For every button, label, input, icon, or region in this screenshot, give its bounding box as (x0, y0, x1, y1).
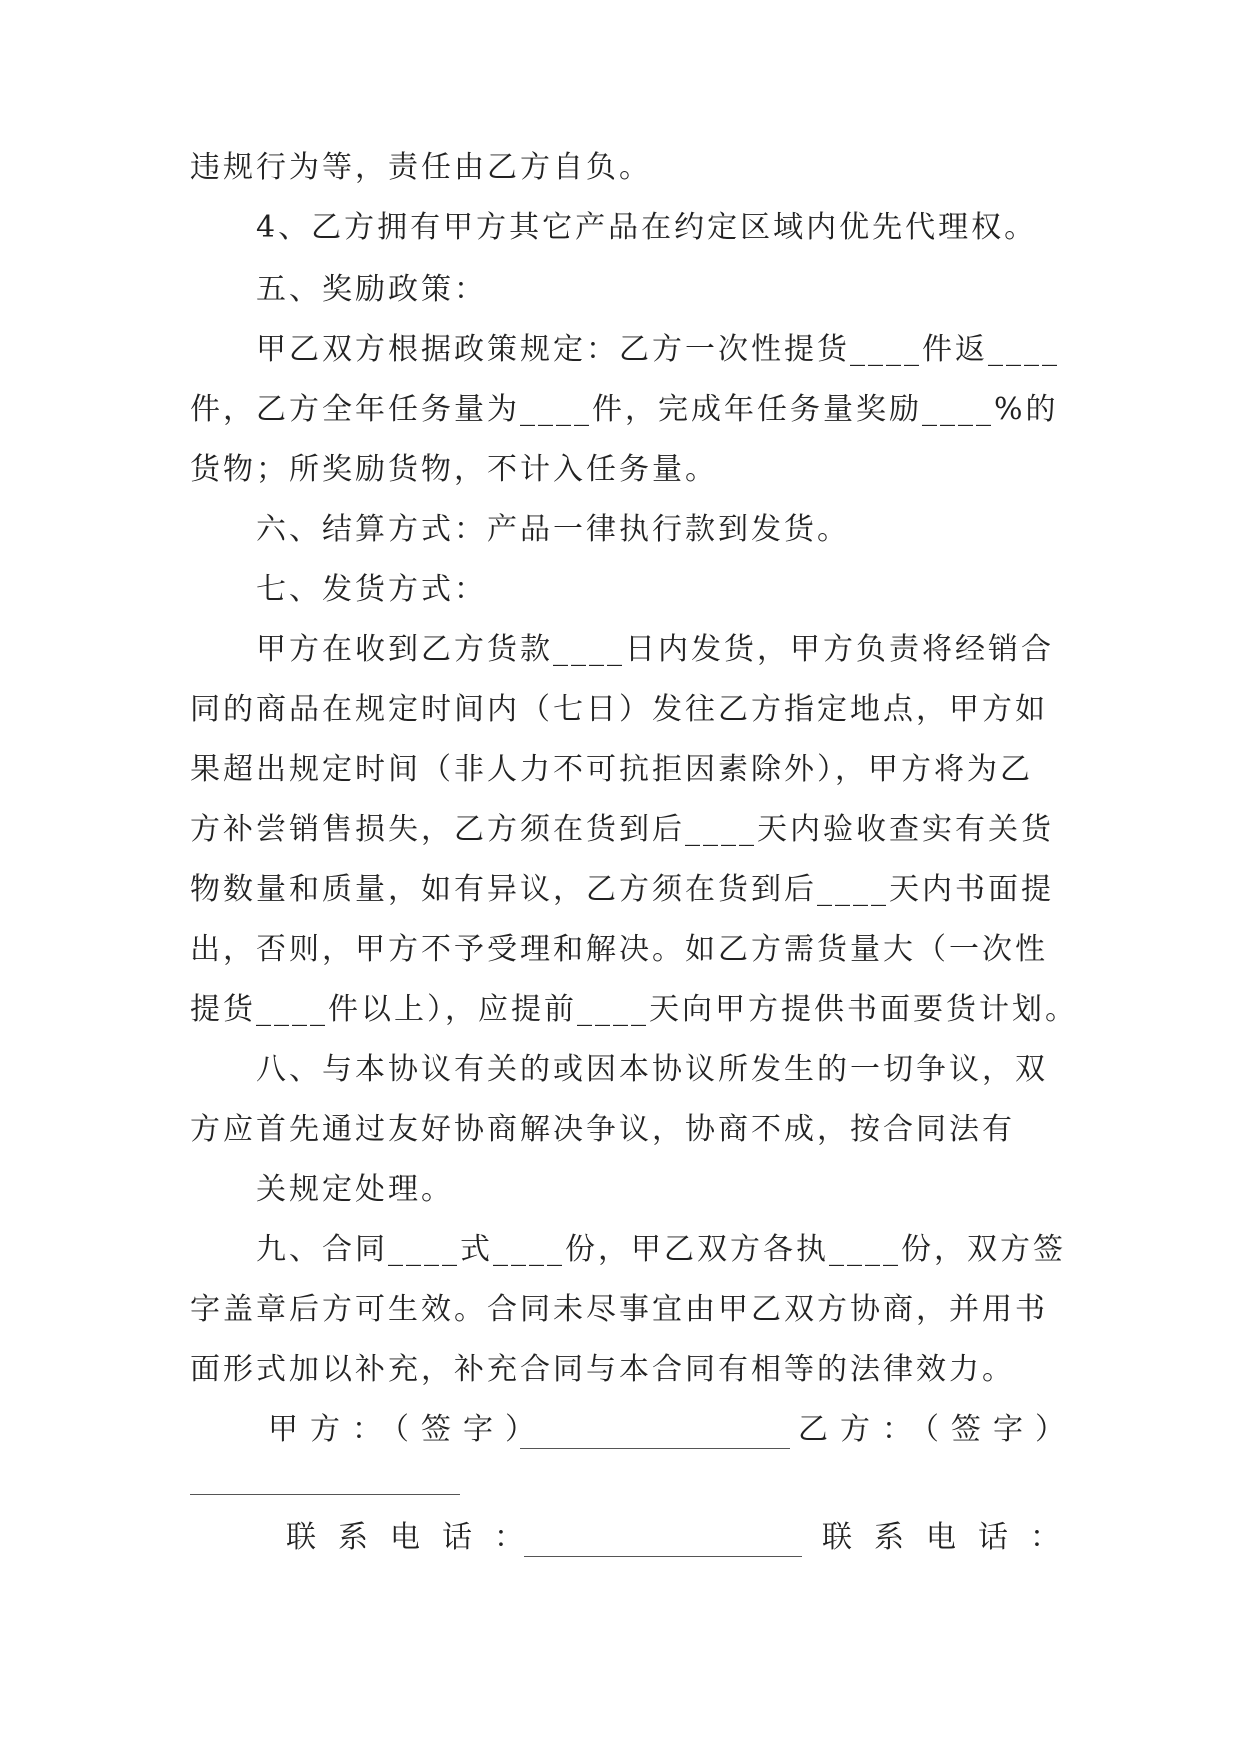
party-b-phone-label: 联系电话： (822, 1520, 1082, 1555)
paragraph-line: 面形式加以补充，补充合同与本合同有相等的法律效力。 (190, 1352, 1015, 1387)
paragraph-line: 果超出规定时间（非人力不可抗拒因素除外），甲方将为乙 (190, 752, 1033, 787)
paragraph-line: 件，乙方全年任务量为____件，完成年任务量奖励____%的 (190, 392, 1059, 427)
paragraph-line: 物数量和质量，如有异议，乙方须在货到后____天内书面提 (190, 872, 1054, 907)
section-heading: 五、奖励政策： (256, 272, 487, 307)
section-heading: 六、结算方式：产品一律执行款到发货。 (256, 512, 850, 547)
section-heading: 七、发货方式： (256, 572, 487, 607)
paragraph-line: 方补尝销售损失，乙方须在货到后____天内验收查实有关货 (190, 812, 1054, 847)
paragraph-line: 出，否则，甲方不予受理和解决。如乙方需货量大（一次性 (190, 932, 1048, 967)
party-a-phone-label: 联系电话： (286, 1520, 546, 1555)
paragraph-line: 方应首先通过友好协商解决争议，协商不成，按合同法有 (190, 1112, 1015, 1147)
paragraph-line: 字盖章后方可生效。合同未尽事宜由甲乙双方协商，并用书 (190, 1292, 1048, 1327)
party-a-signature-label: 甲方：（签字） (268, 1412, 547, 1447)
section-heading: 八、与本协议有关的或因本协议所发生的一切争议，双 (256, 1052, 1048, 1087)
paragraph-line: 同的商品在规定时间内（七日）发往乙方指定地点，甲方如 (190, 692, 1048, 727)
paragraph-line: 货物；所奖励货物，不计入任务量。 (190, 452, 718, 487)
party-a-signature-line (520, 1448, 790, 1449)
party-a-phone-line (524, 1556, 802, 1557)
paragraph-line: 违规行为等，责任由乙方自负。 (190, 150, 652, 185)
paragraph-line: 提货____件以上），应提前____天向甲方提供书面要货计划。 (190, 992, 1078, 1027)
paragraph-line: 4、乙方拥有甲方其它产品在约定区域内优先代理权。 (256, 210, 1038, 245)
paragraph-line: 关规定处理。 (256, 1172, 454, 1207)
paragraph-line: 甲方在收到乙方货款____日内发货，甲方负责将经销合 (256, 632, 1054, 667)
section-heading: 九、合同____式____份，甲乙双方各执____份，双方签 (256, 1232, 1066, 1267)
party-b-signature-label: 乙方：（签字） (798, 1412, 1077, 1447)
paragraph-line: 甲乙双方根据政策规定：乙方一次性提货____件返____ (256, 332, 1060, 367)
party-b-signature-line (190, 1494, 460, 1495)
